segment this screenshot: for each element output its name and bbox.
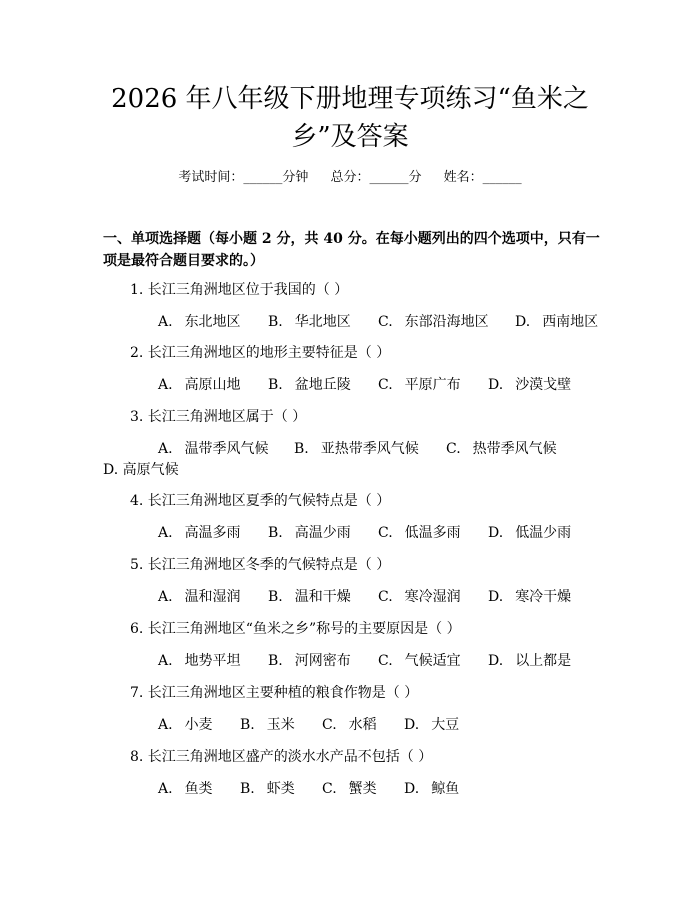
option-c: C. 水稻: [322, 717, 377, 733]
option-b: B. 盆地丘陵: [268, 377, 351, 393]
question-7-options: [158, 715, 459, 735]
option-b: B. 高温少雨: [268, 525, 351, 541]
option-a: A. 东北地区: [158, 314, 241, 330]
student-name: 姓名：______: [443, 170, 522, 185]
question-8-options: [158, 779, 459, 799]
question-2-options: [158, 375, 571, 395]
question-3: 3. 长江三角洲地区属于（ ）: [130, 409, 307, 425]
option-a: A. 温和湿润: [158, 589, 241, 605]
question-3-options: [103, 439, 596, 481]
question-6-options: [158, 651, 571, 671]
option-d: D. 低温少雨: [488, 525, 572, 541]
page-title: [90, 80, 610, 156]
option-d: D. 鲸鱼: [404, 781, 460, 797]
option-b: B. 亚热带季风气候: [294, 441, 419, 457]
option-c: C. 低温多雨: [378, 525, 461, 541]
option-d: D. 以上都是: [488, 653, 572, 669]
question-2: 2. 长江三角洲地区的地形主要特征是（ ）: [130, 345, 391, 361]
option-b: B. 玉米: [240, 717, 295, 733]
option-c: C. 气候适宜: [378, 653, 461, 669]
title-line-2: 乡”及答案: [291, 122, 409, 152]
title-line-1: 2026 年八年级下册地理专项练习“鱼米之: [111, 84, 589, 114]
exam-total-score: 总分：______分: [330, 170, 422, 185]
option-d: D. 沙漠戈壁: [488, 377, 572, 393]
option-b: B. 温和干燥: [268, 589, 351, 605]
option-b: B. 华北地区: [268, 314, 351, 330]
exam-time: 考试时间：______分钟: [178, 170, 309, 185]
option-a: A. 地势平坦: [158, 653, 241, 669]
question-5-options: [158, 587, 571, 607]
option-b: B. 虾类: [240, 781, 295, 797]
option-a: A. 小麦: [158, 717, 213, 733]
question-5: 5. 长江三角洲地区冬季的气候特点是（ ）: [130, 557, 391, 573]
question-4: 4. 长江三角洲地区夏季的气候特点是（ ）: [130, 493, 391, 509]
question-6: 6. 长江三角洲地区“鱼米之乡”称号的主要原因是（ ）: [130, 621, 461, 637]
question-8: 8. 长江三角洲地区盛产的淡水水产品不包括（ ）: [130, 749, 433, 765]
option-d: D. 大豆: [404, 717, 460, 733]
option-d: D. 西南地区: [515, 314, 599, 330]
question-7: 7. 长江三角洲地区主要种植的粮食作物是（ ）: [130, 685, 419, 701]
option-a: A. 高温多雨: [158, 525, 241, 541]
option-c: C. 蟹类: [322, 781, 377, 797]
option-c: C. 平原广布: [378, 377, 461, 393]
section-heading: 一、单项选择题（每小题 2 分，共 40 分。在每小题列出的四个选项中，只有一项是最符合题目要求的。）: [103, 231, 600, 269]
exam-meta: [0, 168, 700, 188]
option-c: C. 寒冷湿润: [378, 589, 461, 605]
option-a: A. 鱼类: [158, 781, 213, 797]
question-4-options: [158, 523, 571, 543]
option-b: B. 河网密布: [268, 653, 351, 669]
option-d: D. 寒冷干燥: [488, 589, 572, 605]
question-1-options: [158, 312, 598, 332]
question-1: 1. 长江三角洲地区位于我国的（ ）: [130, 282, 349, 298]
option-c: C. 东部沿海地区: [378, 314, 489, 330]
option-a: A. 温带季风气候: [158, 441, 269, 457]
option-d: D. 高原气候: [103, 462, 179, 478]
option-a: A. 高原山地: [158, 377, 241, 393]
option-c: C. 热带季风气候: [446, 441, 557, 457]
